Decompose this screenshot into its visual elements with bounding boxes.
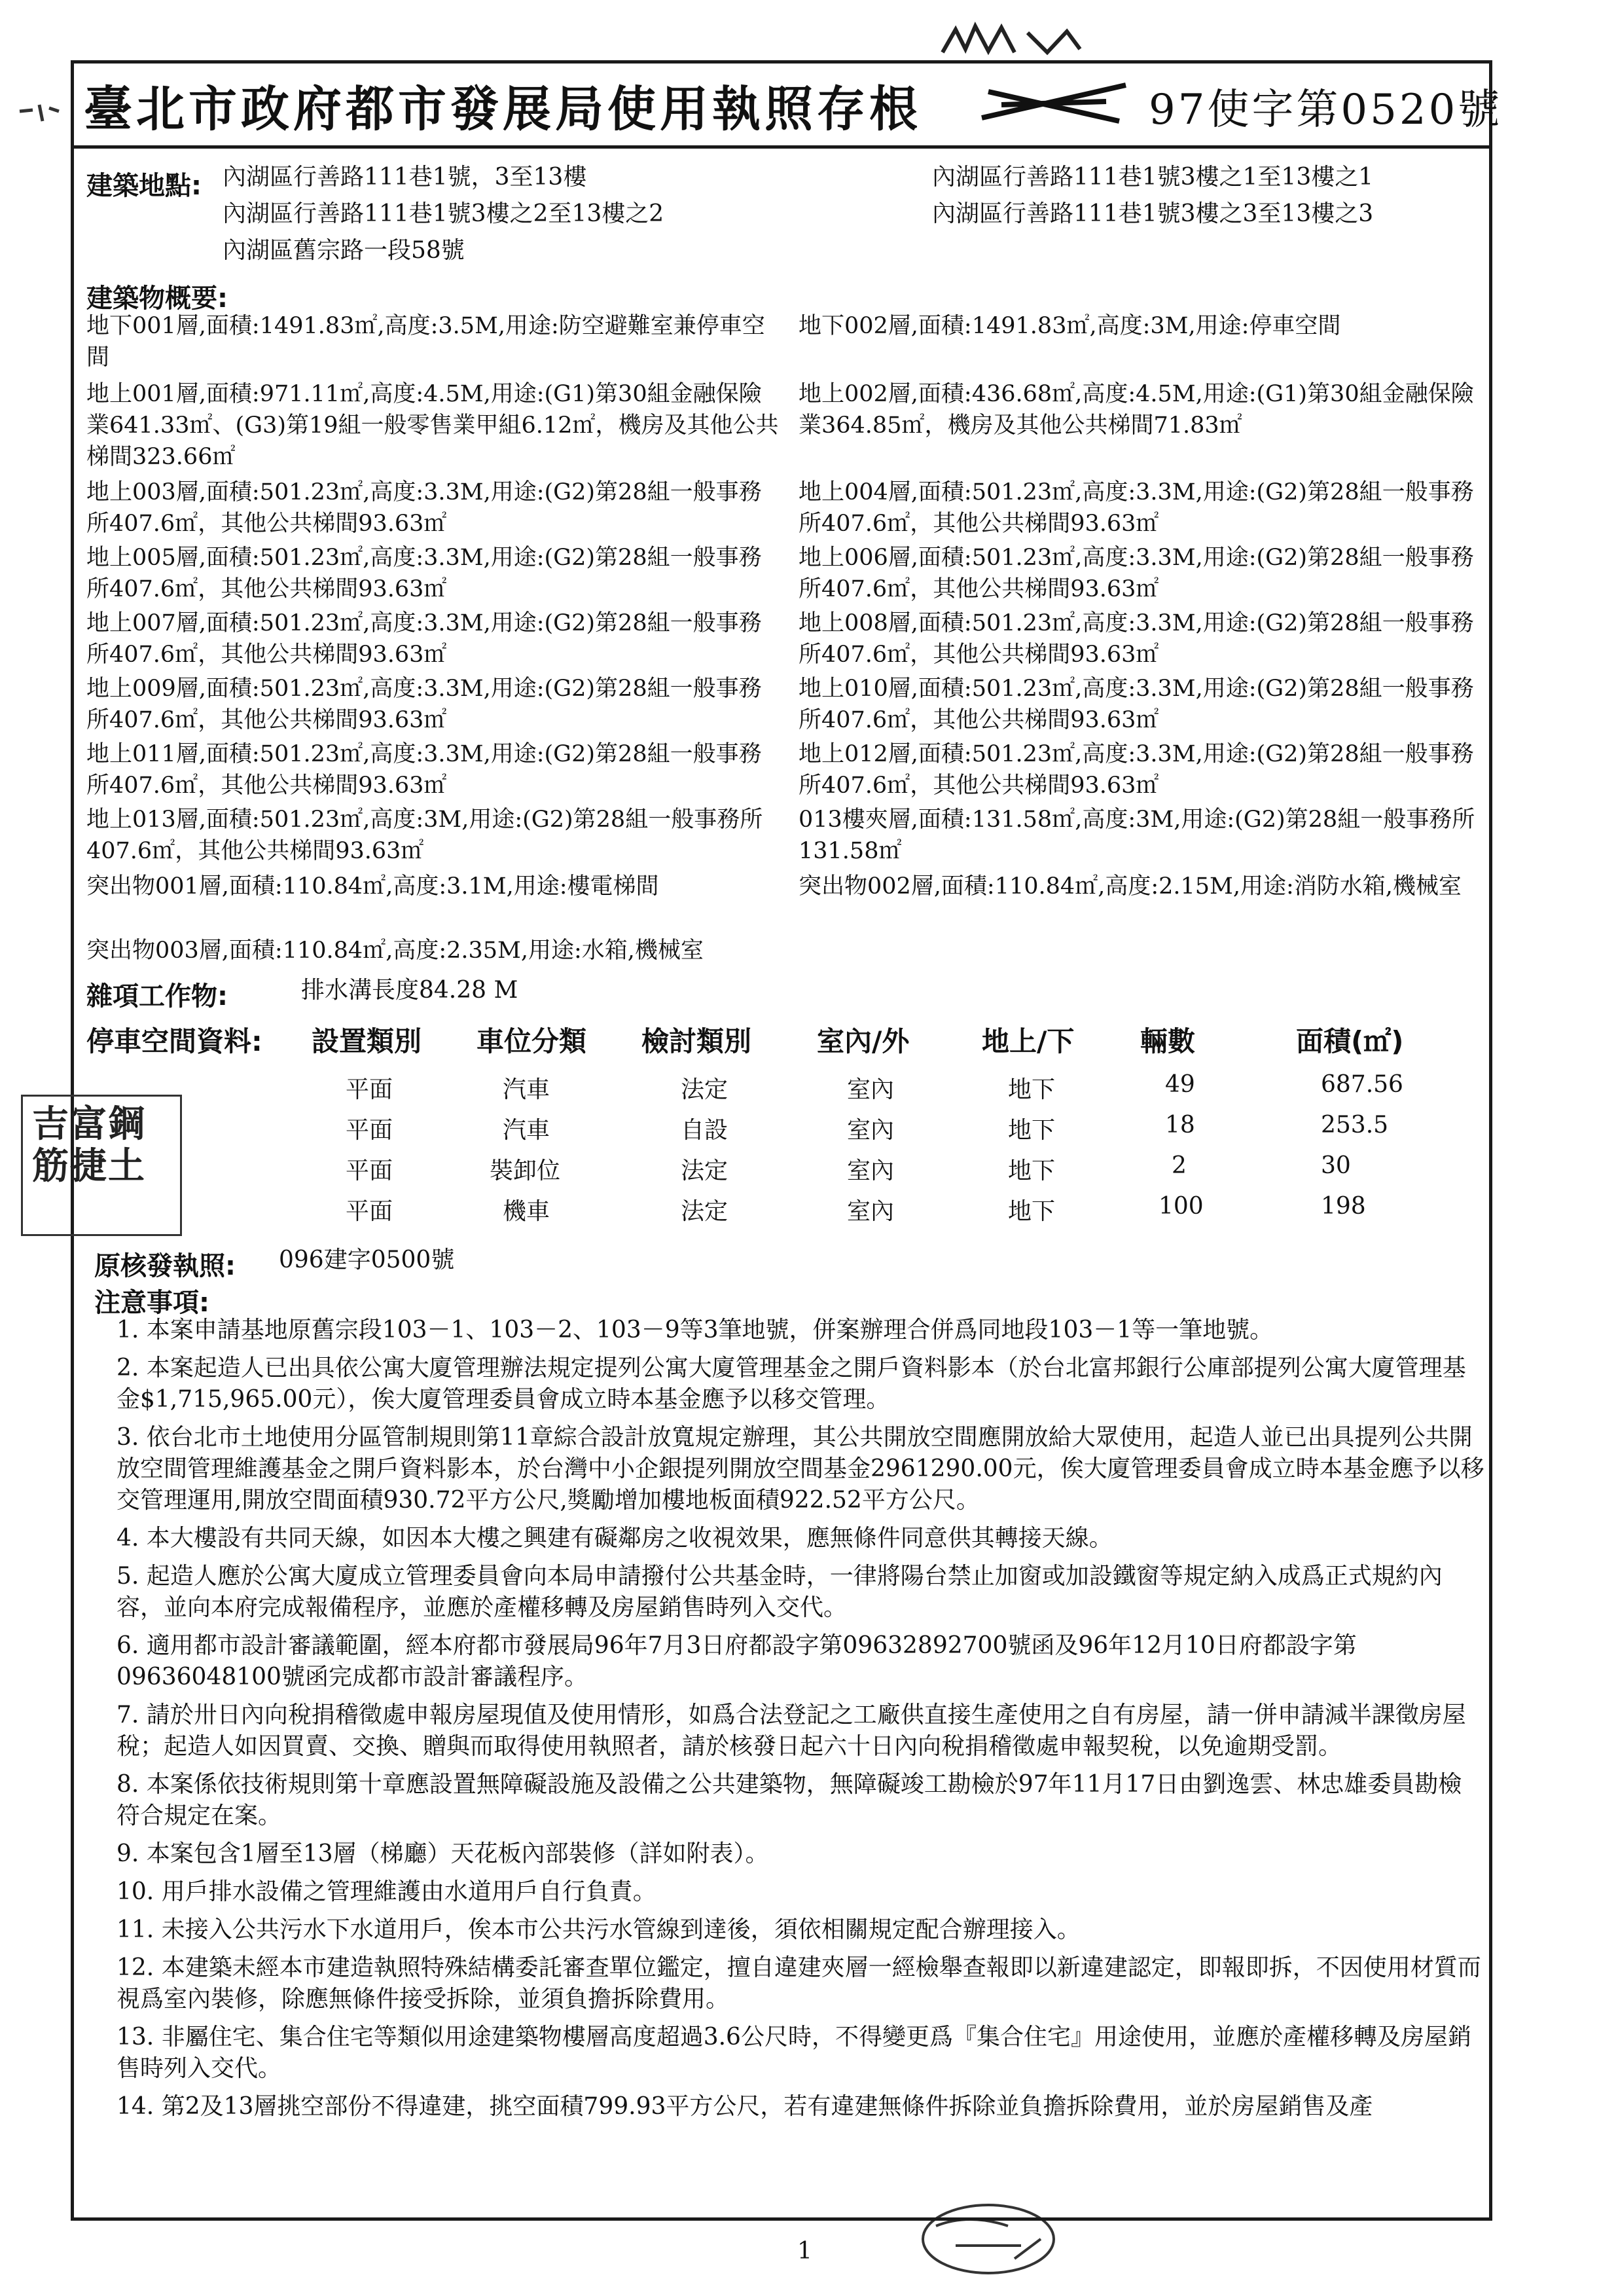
note-7: 7. 請於卅日內向稅捐稽徵處申報房屋現值及使用情形，如爲合法登記之工廠供直接生產使用之自有房屋，請一併申請減半課徵房屋稅；起造人如因買賣、交換、贈與而取得使用執照者，請於核發日起六十日內向稅捐稽徵處申報契稅，以免逾期受罰。: [117, 1702, 1466, 1760]
note-5: 5. 起造人應於公寓大廈成立管理委員會向本局申請撥付公共基金時，一律將陽台禁止加窗或加設鐵窗等規定納入成爲正式規約內容，並向本府完成報備程序，並應於產權移轉及房屋銷售時列入交代。: [117, 1563, 1443, 1621]
parking-r1-class: 汽車: [503, 1076, 550, 1103]
floor-3: 地上003層,面積:501.23㎡,高度:3.3M,用途:(G2)第28組一般事務所407.6㎡，其他公共梯間93.63㎡: [86, 479, 762, 537]
parking-r1-area: 687.56: [1321, 1071, 1403, 1098]
floor-11: 地上011層,面積:501.23㎡,高度:3.3M,用途:(G2)第28組一般事務所407.6㎡，其他公共梯間93.63㎡: [86, 741, 762, 799]
address-line-5: 內湖區行善路111巷1號3樓之3至13樓之3: [932, 200, 1374, 227]
parking-r3-area: 30: [1321, 1152, 1351, 1179]
floor-7: 地上007層,面積:501.23㎡,高度:3.3M,用途:(G2)第28組一般事務所407.6㎡，其他公共梯間93.63㎡: [86, 610, 762, 668]
parking-r3-level: 地下: [1008, 1157, 1056, 1184]
floor-12: 地上012層,面積:501.23㎡,高度:3.3M,用途:(G2)第28組一般事務所407.6㎡，其他公共梯間93.63㎡: [799, 741, 1474, 799]
parking-r4-count: 100: [1159, 1193, 1204, 1220]
floor-9: 地上009層,面積:501.23㎡,高度:3.3M,用途:(G2)第28組一般事務所407.6㎡，其他公共梯間93.63㎡: [86, 676, 762, 733]
parking-r4-area: 198: [1321, 1193, 1366, 1220]
note-10: 10. 用戶排水設備之管理維護由水道用戶自行負責。: [117, 1878, 656, 1905]
address-line-2: 內湖區行善路111巷1號3樓之2至13樓之2: [223, 200, 664, 227]
parking-r4-type: 平面: [346, 1198, 393, 1225]
address-line-1: 內湖區行善路111巷1號，3至13樓: [223, 164, 587, 191]
note-3: 3. 依台北市土地使用分區管制規則第11章綜合設計放寬規定辦理，其公共開放空間應開放給大眾使用，起造人並已出具提列公共開放空間管理維護基金之開戶資料影本，於台灣中小企銀提列開放空間基金2961290.00元，俟大廈管理委員會成立時本基金應予以移交管理運用,開放空間面積930.72平方公尺,獎勵增加樓地板面積922.52平方公尺。: [117, 1424, 1484, 1514]
address-label: 建築地點:: [86, 171, 202, 201]
parking-r1-indoor: 室內: [847, 1076, 895, 1103]
overview-label: 建築物概要:: [86, 283, 228, 314]
rooftop-2: 突出物002層,面積:110.84㎡,高度:2.15M,用途:消防水箱,機械室: [799, 873, 1462, 900]
parking-r1-type: 平面: [346, 1076, 393, 1103]
parking-header-indoor: 室內/外: [817, 1025, 910, 1057]
parking-r3-count: 2: [1172, 1152, 1187, 1179]
parking-r3-class: 裝卸位: [490, 1157, 561, 1184]
parking-r1-level: 地下: [1008, 1076, 1056, 1103]
note-1: 1. 本案申請基地原舊宗段103－1、103－2、103－9等3筆地號，併案辦理合併爲同地段103－1等一筆地號。: [117, 1317, 1274, 1343]
misc-works-label: 雜項工作物:: [86, 981, 228, 1011]
floor-2: 地上002層,面積:436.68㎡,高度:4.5M,用途:(G1)第30組金融保險業364.85㎡，機房及其他公共梯間71.83㎡: [799, 381, 1474, 439]
original-permit-value: 096建字0500號: [279, 1247, 455, 1273]
parking-header-count: 輛數: [1140, 1025, 1196, 1057]
parking-r3-review: 法定: [681, 1157, 728, 1184]
parking-header-class: 車位分類: [476, 1025, 587, 1057]
floor-10: 地上010層,面積:501.23㎡,高度:3.3M,用途:(G2)第28組一般事務所407.6㎡，其他公共梯間93.63㎡: [799, 676, 1474, 733]
page-number: 1: [797, 2238, 812, 2265]
parking-r2-review: 自設: [681, 1117, 728, 1144]
parking-r1-count: 49: [1165, 1071, 1195, 1098]
note-6: 6. 適用都市設計審議範圍，經本府都市發展局96年7月3日府都設字第09632892700號函及96年12月10日府都設字第09636048100號函完成都市設計審議程序。: [117, 1632, 1357, 1690]
notes-label: 注意事項:: [94, 1288, 209, 1318]
parking-r2-class: 汽車: [503, 1117, 550, 1144]
floor-13: 地上013層,面積:501.23㎡,高度:3M,用途:(G2)第28組一般事務所407.6㎡，其他公共梯間93.63㎡: [86, 807, 763, 864]
parking-r2-type: 平面: [346, 1117, 393, 1144]
parking-r4-class: 機車: [503, 1198, 550, 1225]
note-12: 12. 本建築未經本市建造執照特殊結構委託審查單位鑑定，擅自違建夾層一經檢舉查報即以新違建認定，即報即拆，不因使用材質而視爲室內裝修，除應無條件接受拆除，並須負擔拆除費用。: [117, 1954, 1481, 2013]
note-2: 2. 本案起造人已出具依公寓大廈管理辦法規定提列公寓大廈管理基金之開戶資料影本（於台北富邦銀行公庫部提列公寓大廈管理基金$1,715,965.00元），俟大廈管理委員會成立時本基金應予以移交管理。: [117, 1355, 1466, 1413]
note-8: 8. 本案係依技術規則第十章應設置無障礙設施及設備之公共建築物，無障礙竣工勘檢於97年11月17日由劉逸雲、林忠雄委員勘檢符合規定在案。: [117, 1771, 1462, 1829]
parking-label: 停車空間資料:: [86, 1025, 262, 1057]
parking-r2-area: 253.5: [1321, 1112, 1389, 1139]
note-9: 9. 本案包含1層至13層（梯廳）天花板內部裝修（詳如附表）。: [117, 1840, 769, 1867]
floor-5: 地上005層,面積:501.23㎡,高度:3.3M,用途:(G2)第28組一般事務所407.6㎡，其他公共梯間93.63㎡: [86, 545, 762, 602]
seal-text: 吉富鋼筋捷土: [32, 1102, 146, 1188]
original-permit-label: 原核發執照:: [94, 1251, 236, 1281]
floor-1: 地上001層,面積:971.11㎡,高度:4.5M,用途:(G1)第30組金融保險業641.33㎡、(G3)第19組一般零售業甲組6.12㎡，機房及其他公共梯間323.66㎡: [86, 381, 779, 470]
crossed-out-word: [975, 72, 1132, 131]
company-seal: [21, 1095, 182, 1236]
misc-works-value: 排水溝長度84.28 M: [301, 977, 518, 1004]
parking-header-review: 檢討類別: [641, 1025, 752, 1057]
address-line-3: 內湖區舊宗路一段58號: [223, 237, 465, 264]
parking-r2-count: 18: [1165, 1112, 1195, 1139]
parking-r4-indoor: 室內: [847, 1198, 895, 1225]
floor-13-mezzanine: 013樓夾層,面積:131.58㎡,高度:3M,用途:(G2)第28組一般事務所131.58㎡: [799, 807, 1475, 864]
parking-r4-review: 法定: [681, 1198, 728, 1225]
notes-list: [117, 1315, 1484, 2129]
note-14: 14. 第2及13層挑空部份不得違建，挑空面積799.93平方公尺，若有違建無條件拆除並負擔拆除費用，並於房屋銷售及產: [117, 2093, 1373, 2120]
parking-r1-review: 法定: [681, 1076, 728, 1103]
floor-8: 地上008層,面積:501.23㎡,高度:3.3M,用途:(G2)第28組一般事務所407.6㎡，其他公共梯間93.63㎡: [799, 610, 1474, 668]
parking-header-level: 地上/下: [982, 1025, 1075, 1057]
parking-r3-type: 平面: [346, 1157, 393, 1184]
header-divider: [71, 145, 1492, 149]
floor-6: 地上006層,面積:501.23㎡,高度:3.3M,用途:(G2)第28組一般事務所407.6㎡，其他公共梯間93.63㎡: [799, 545, 1474, 602]
rooftop-1: 突出物001層,面積:110.84㎡,高度:3.1M,用途:樓電梯間: [86, 873, 659, 900]
note-4: 4. 本大樓設有共同天線，如因本大樓之興建有礙鄰房之收視效果，應無條件同意供其轉接天線。: [117, 1525, 1113, 1552]
parking-header-area: 面積(㎡): [1296, 1025, 1404, 1057]
permit-number: 97使字第0520號: [1149, 86, 1503, 134]
floor-b2: 地下002層,面積:1491.83㎡,高度:3M,用途:停車空間: [799, 313, 1341, 339]
note-11: 11. 未接入公共污水下水道用戶，俟本市公共污水管線到達後，須依相關規定配合辦理接入。: [117, 1916, 1081, 1943]
parking-header-type: 設置類別: [312, 1025, 422, 1057]
rooftop-3: 突出物003層,面積:110.84㎡,高度:2.35M,用途:水箱,機械室: [86, 938, 704, 964]
address-line-4: 內湖區行善路111巷1號3樓之1至13樓之1: [932, 164, 1374, 191]
scan-marks-left: [13, 92, 65, 131]
parking-r3-indoor: 室內: [847, 1157, 895, 1184]
parking-r2-level: 地下: [1008, 1117, 1056, 1144]
handwritten-scribble-top: [936, 20, 1087, 65]
note-13: 13. 非屬住宅、集合住宅等類似用途建築物樓層高度超過3.6公尺時，不得變更爲『集合住宅』用途使用，並應於產權移轉及房屋銷售時列入交代。: [117, 2024, 1471, 2082]
floor-b1: 地下001層,面積:1491.83㎡,高度:3.5M,用途:防空避難室兼停車空間: [86, 313, 765, 371]
floor-4: 地上004層,面積:501.23㎡,高度:3.3M,用途:(G2)第28組一般事務所407.6㎡，其他公共梯間93.63㎡: [799, 479, 1474, 537]
parking-r2-indoor: 室內: [847, 1117, 895, 1144]
parking-r4-level: 地下: [1008, 1198, 1056, 1225]
page-title: 臺北市政府都市發展局使用執照存根: [84, 81, 922, 137]
